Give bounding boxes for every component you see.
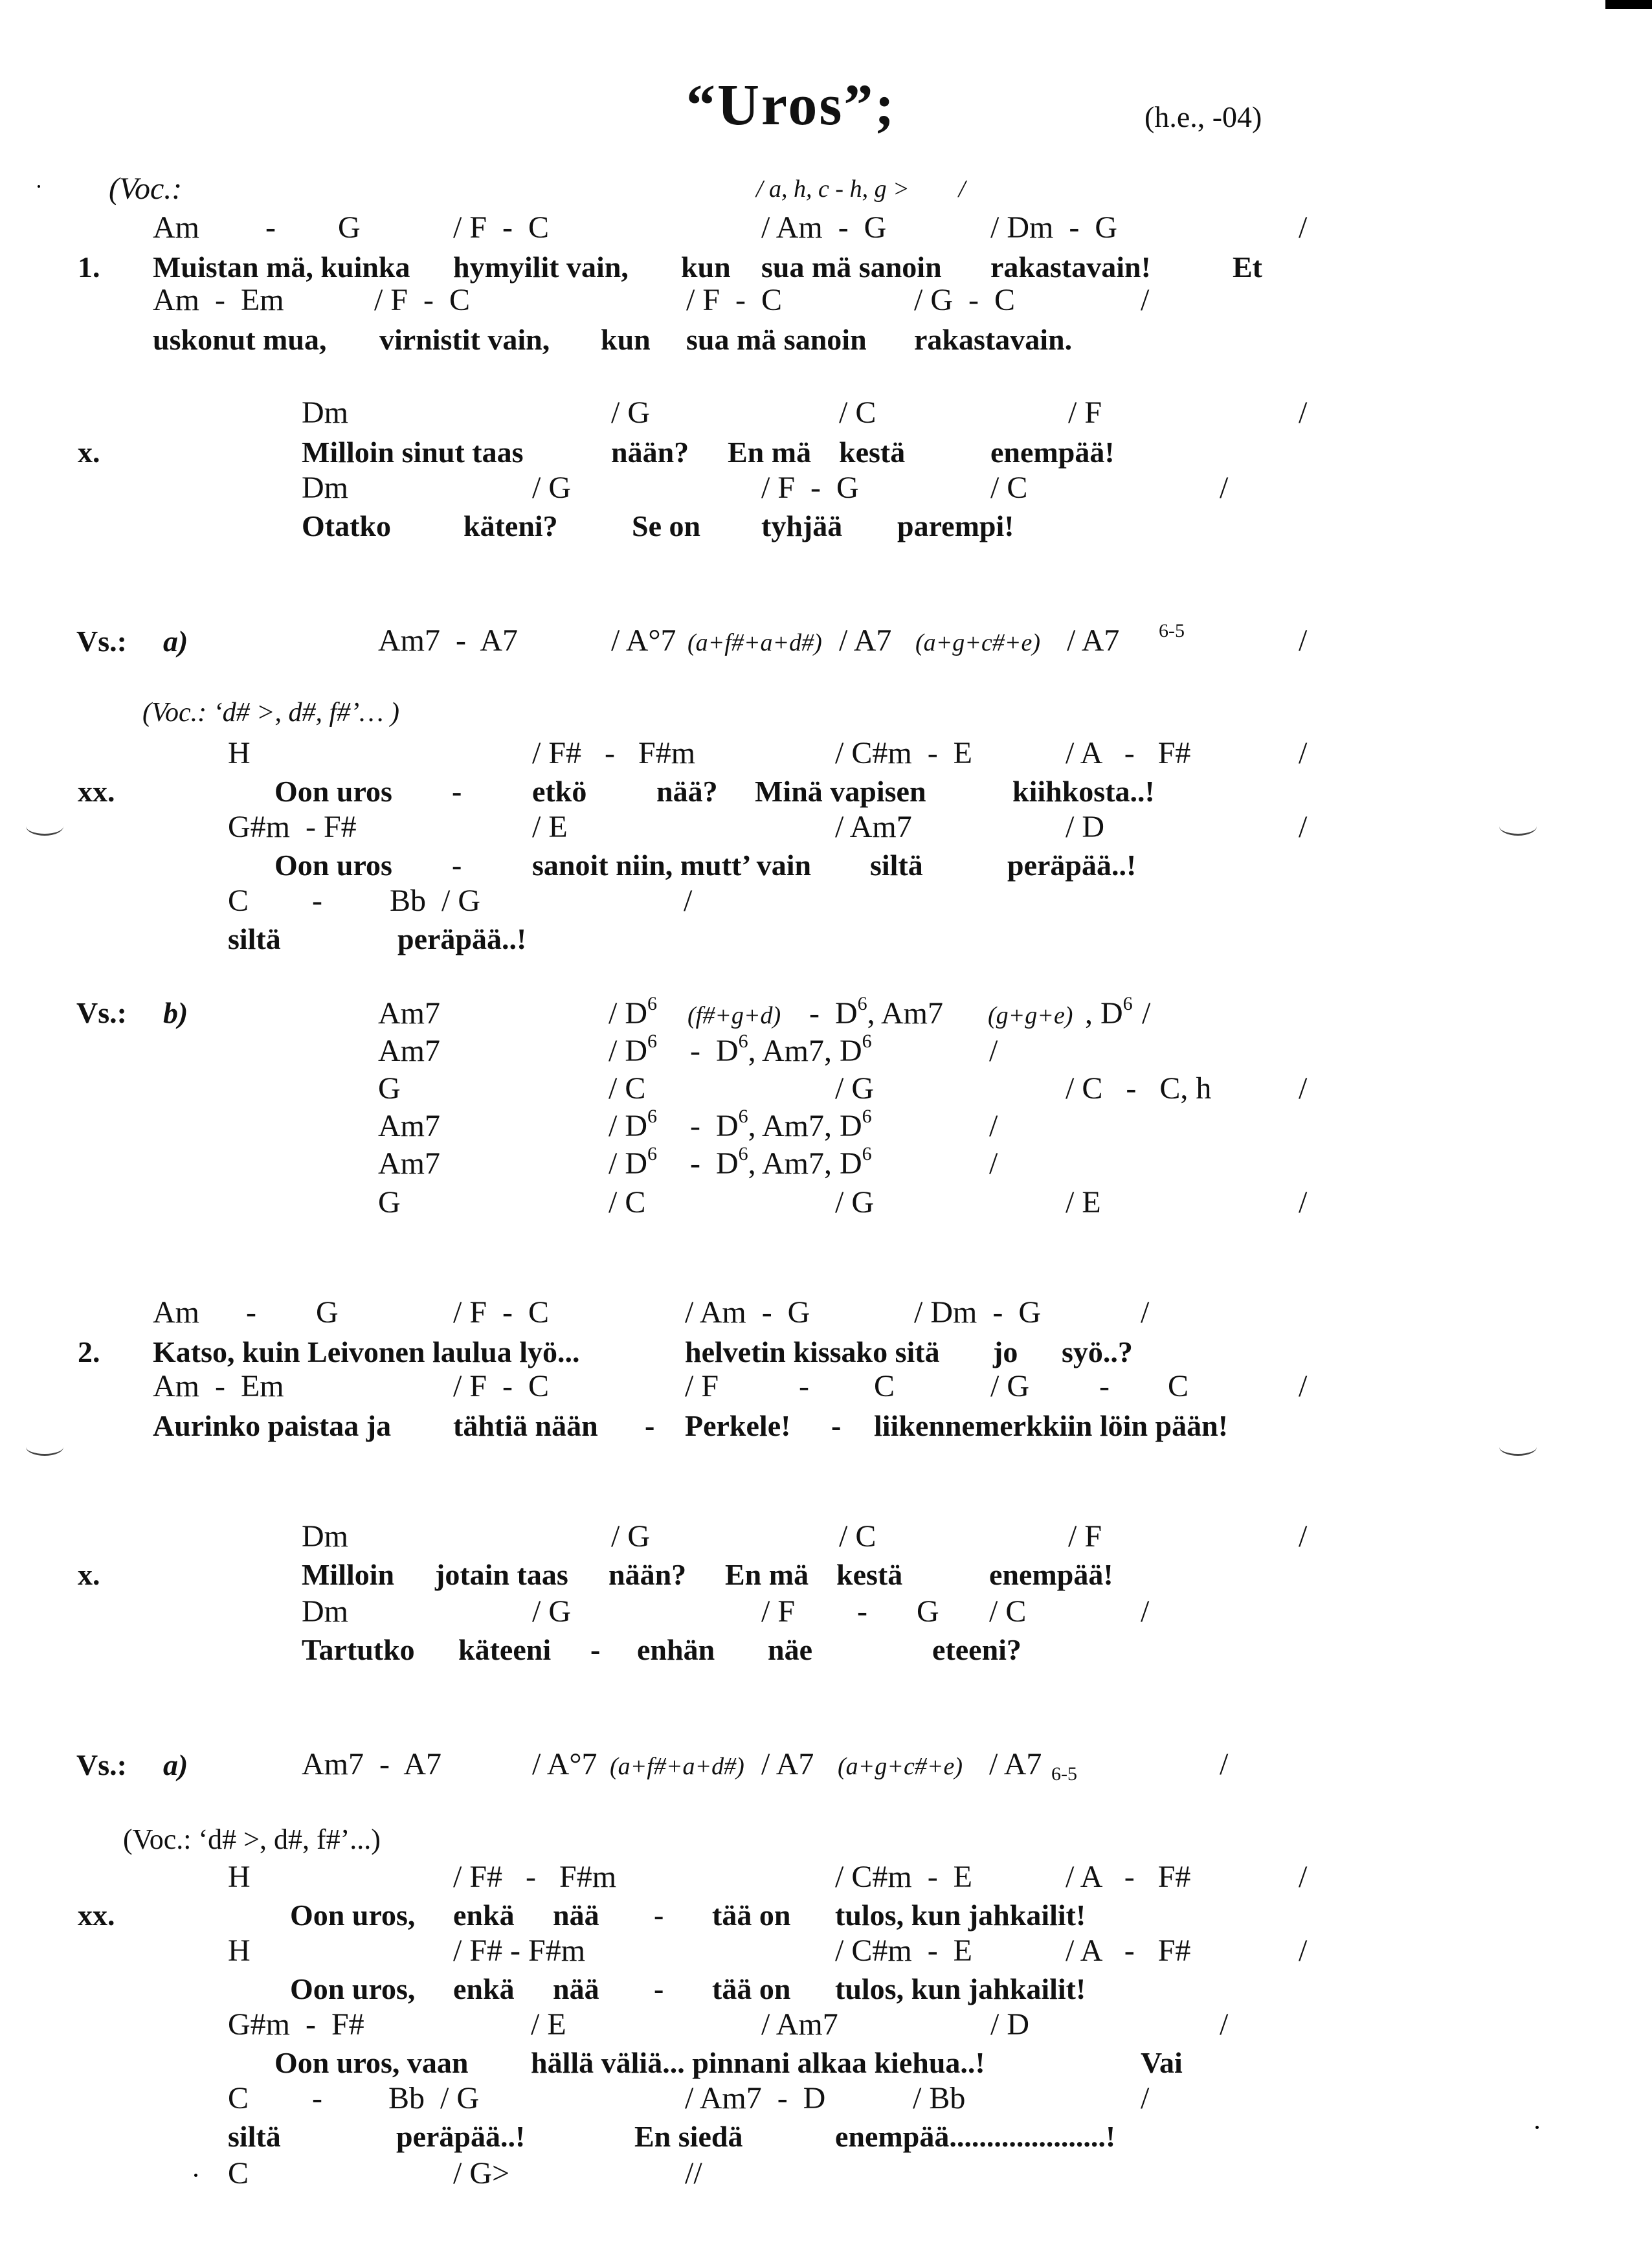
- chord: -: [799, 1369, 809, 1403]
- scan-speck: [38, 185, 40, 188]
- chord: / D: [990, 2007, 1029, 2042]
- chord: / Am - G: [685, 1295, 810, 1330]
- chord: H: [228, 1934, 251, 1968]
- lyric: tulos, kun jahkailit!: [835, 1972, 1086, 2005]
- section-label: Vs.:: [76, 1748, 127, 1781]
- chord: / A7: [1067, 623, 1120, 658]
- lyric: Se on: [632, 509, 701, 542]
- chord: /: [1299, 210, 1308, 245]
- lyric: En mä: [728, 436, 812, 469]
- chord-text: , Am7, D: [748, 1109, 862, 1143]
- chord: Am7: [378, 996, 440, 1031]
- lyric: hällä väliä... pinnani alkaa kiehua..!: [531, 2046, 985, 2079]
- chord: / A - F#: [1066, 736, 1191, 770]
- lyric: Milloin sinut taas: [302, 436, 524, 469]
- chord: / Am7 - D: [685, 2081, 826, 2115]
- chord: / F - C: [374, 283, 471, 317]
- chord: C: [1168, 1369, 1189, 1403]
- lyric: Oon uros,: [290, 1972, 416, 2005]
- verse-number: 1.: [78, 251, 100, 284]
- lyric: nää: [553, 1899, 599, 1932]
- chord: / C - C, h: [1066, 1071, 1212, 1106]
- lyric: En siedä: [634, 2120, 743, 2153]
- chord-superscript: 6-5: [1159, 620, 1185, 641]
- lyric: -: [590, 1633, 601, 1666]
- scan-speck: [1535, 2126, 1539, 2129]
- lyric: käteeni: [458, 1633, 552, 1666]
- chord: G: [378, 1071, 401, 1106]
- chord: / G: [611, 396, 650, 430]
- chord: -: [312, 884, 322, 918]
- chord: / A°7: [532, 1747, 597, 1781]
- lyric: Oon uros: [274, 849, 392, 882]
- lyric: -: [831, 1409, 842, 1442]
- chord: / C: [990, 471, 1028, 505]
- chord: C: [874, 1369, 895, 1403]
- chord: [608, 1143, 657, 1181]
- chord-superscript: 6: [738, 1031, 748, 1052]
- chord-superscript: 6: [738, 1143, 748, 1165]
- chord: / E: [531, 2007, 566, 2042]
- chord: / A7: [839, 623, 892, 658]
- chord: / C: [839, 396, 876, 430]
- lyric: nään?: [611, 436, 689, 469]
- chord: /: [1141, 1295, 1150, 1330]
- chord-note: (a+f#+a+d#): [610, 1753, 744, 1780]
- chord: / G: [835, 1071, 874, 1106]
- chord-text: - D: [690, 1109, 739, 1143]
- lyric: rakastavain.: [914, 323, 1073, 356]
- chord: G#m - F#: [228, 810, 357, 844]
- chord-note: (g+g+e): [988, 1002, 1073, 1029]
- chord: G: [917, 1594, 939, 1629]
- lyric: -: [654, 1899, 664, 1932]
- chord: /: [1220, 1747, 1229, 1781]
- chord: / C: [608, 1185, 646, 1220]
- chord: Am7: [378, 1034, 440, 1068]
- lyric: tähtiä nään: [453, 1409, 598, 1442]
- chord: /: [1299, 1860, 1308, 1894]
- chord: / C#m - E: [835, 736, 972, 770]
- lyric: nään?: [608, 1558, 687, 1591]
- chord: / F - C: [453, 210, 550, 245]
- lyric: enkä: [453, 1972, 515, 2005]
- lyric: kun: [681, 251, 731, 284]
- chord: G#m - F#: [228, 2007, 364, 2042]
- lyric: kiihkosta..!: [1012, 775, 1155, 808]
- lyric: peräpää..!: [396, 2120, 526, 2153]
- chord: /: [1141, 1594, 1150, 1629]
- chord-text: - D: [690, 1034, 739, 1068]
- chord: [608, 1031, 657, 1068]
- voc-label: (Voc.:: [109, 172, 183, 206]
- chord: / F# - F#m: [453, 1934, 586, 1968]
- chord: Dm: [302, 1519, 348, 1554]
- lyric: kun: [601, 323, 651, 356]
- chord-superscript: 6: [862, 1106, 872, 1127]
- chord: Am7 - A7: [302, 1747, 441, 1781]
- chord: /: [989, 1034, 998, 1068]
- chord-note: (a+f#+a+d#): [687, 629, 822, 656]
- chord: / Dm - G: [914, 1295, 1041, 1330]
- chord: /: [1299, 736, 1308, 770]
- chord: /: [1141, 283, 1150, 317]
- chord: H: [228, 736, 251, 770]
- section-sublabel: a): [163, 1748, 188, 1781]
- chord: / F - C: [686, 283, 783, 317]
- chord: G: [338, 210, 361, 245]
- lyric: liikennemerkkiin löin pään!: [874, 1409, 1229, 1442]
- chord: Dm: [302, 471, 348, 505]
- lyric: helvetin kissako sitä: [685, 1335, 940, 1368]
- chord: Dm: [302, 1594, 348, 1629]
- author-note: (h.e., -04): [1144, 100, 1262, 133]
- chord-text: , Am7: [867, 996, 944, 1031]
- lyric: enempää!: [989, 1558, 1113, 1591]
- scan-speck: [194, 2174, 197, 2177]
- lyric: parempi!: [897, 509, 1014, 542]
- lyric: rakastavain!: [990, 251, 1151, 284]
- section-label: xx.: [78, 1899, 115, 1932]
- lyric: Katso, kuin Leivonen laulua lyö...: [153, 1335, 580, 1368]
- lyric: virnistit vain,: [379, 323, 550, 356]
- chord-note: (a+g+c#+e): [838, 1753, 963, 1780]
- chord: [809, 993, 944, 1031]
- chord: G: [378, 1185, 401, 1220]
- chord: /: [1299, 1519, 1308, 1554]
- voc-label: (Voc.: ‘d# >, d#, f#’...): [123, 1823, 381, 1855]
- chord: /: [1299, 623, 1308, 658]
- chord: / A7: [761, 1747, 814, 1781]
- chord: / D: [1066, 810, 1104, 844]
- chord: / C: [608, 1071, 646, 1106]
- chord: H: [228, 1860, 251, 1894]
- chord: / G>: [453, 2156, 510, 2191]
- chord: / A7: [989, 1747, 1042, 1781]
- lyric: -: [654, 1972, 664, 2005]
- chord: -: [265, 210, 276, 245]
- chord: / F# - F#m: [453, 1860, 617, 1894]
- lyric: jotain taas: [435, 1558, 568, 1591]
- chord: / F: [761, 1594, 796, 1629]
- chord: / A°7: [611, 623, 676, 658]
- chord: / G: [990, 1369, 1029, 1403]
- chord-note: (a+g+c#+e): [915, 629, 1040, 656]
- lyric: käteni?: [463, 509, 558, 542]
- lyric: sua mä sanoin: [761, 251, 942, 284]
- chord-superscript: 6: [647, 1031, 657, 1052]
- chord-superscript: 6: [647, 1106, 657, 1127]
- lyric: Milloin: [302, 1558, 395, 1591]
- chord: C: [228, 2081, 249, 2115]
- chord-text: / D: [608, 1146, 647, 1181]
- section-sublabel: a): [163, 625, 188, 658]
- lyric: jo: [993, 1335, 1018, 1368]
- chord: / F - C: [453, 1369, 550, 1403]
- chord: Am: [153, 1295, 199, 1330]
- lyric: Et: [1233, 251, 1262, 284]
- section-label: x.: [78, 436, 100, 469]
- lyric: tää on: [712, 1899, 791, 1932]
- section-label: x.: [78, 1558, 100, 1591]
- chord: / E: [1066, 1185, 1101, 1220]
- chord: / C: [839, 1519, 876, 1554]
- chord: [608, 993, 657, 1031]
- lyric: sua mä sanoin: [686, 323, 867, 356]
- corner-mark: [1605, 0, 1652, 9]
- voc-note: / a, h, c - h, g > /: [756, 175, 966, 203]
- chord: -: [246, 1295, 256, 1330]
- chord: G: [316, 1295, 339, 1330]
- chord-superscript: 6: [647, 1143, 657, 1165]
- chord: //: [685, 2156, 702, 2191]
- chord-superscript: 6: [862, 1031, 872, 1052]
- chord: Dm: [302, 396, 348, 430]
- chord-text: , Am7, D: [748, 1146, 862, 1181]
- chord: -: [857, 1594, 867, 1629]
- chord: -: [1099, 1369, 1110, 1403]
- chord: / Am7: [761, 2007, 838, 2042]
- song-title: “Uros”;: [686, 73, 897, 137]
- chord: /: [1299, 1934, 1308, 1968]
- chord: / Dm - G: [990, 210, 1117, 245]
- chord-superscript: 6: [647, 993, 657, 1014]
- chord-text: / D: [608, 1109, 647, 1143]
- chord: / Am - G: [761, 210, 887, 245]
- chord: / F - G: [761, 471, 859, 505]
- repeat-arc-mark: [1499, 1438, 1537, 1456]
- lyric: Oon uros, vaan: [274, 2046, 469, 2079]
- lyric: enkä: [453, 1899, 515, 1932]
- chord: Am7: [378, 1146, 440, 1181]
- chord: /: [989, 1109, 998, 1143]
- lyric: En mä: [725, 1558, 809, 1591]
- lyric: nää: [553, 1972, 599, 2005]
- lyric: Vai: [1141, 2046, 1183, 2079]
- lyric: eteeni?: [932, 1633, 1021, 1666]
- chord-superscript: 6: [857, 993, 867, 1014]
- chord: [690, 1143, 872, 1181]
- lyric: Aurinko paistaa ja: [153, 1409, 392, 1442]
- chord-superscript: 6: [1122, 993, 1133, 1014]
- verse-number: 2.: [78, 1335, 100, 1368]
- lyric: siltä: [228, 922, 281, 955]
- chord-text: / D: [608, 996, 647, 1031]
- lyric: tyhjää: [761, 509, 843, 542]
- chord-text: - D: [809, 996, 858, 1031]
- chord: / A - F#: [1066, 1934, 1191, 1968]
- chord: / G: [835, 1185, 874, 1220]
- chord-text: , D: [1085, 996, 1123, 1031]
- lyric: hymyilit vain,: [453, 251, 629, 284]
- chord: [1085, 993, 1133, 1031]
- lyric: Muistan mä, kuinka: [153, 251, 410, 284]
- chord: Am7: [378, 1109, 440, 1143]
- chord: C: [228, 884, 249, 918]
- lyric: uskonut mua,: [153, 323, 327, 356]
- chord: / G - C: [914, 283, 1015, 317]
- chord: /: [1299, 810, 1308, 844]
- chord: / F# - F#m: [532, 736, 696, 770]
- chord-superscript: 6: [862, 1143, 872, 1165]
- lyric: Oon uros: [274, 775, 392, 808]
- chord: / F: [1068, 1519, 1102, 1554]
- lyric: kestä: [836, 1558, 903, 1591]
- section-label: Vs.:: [76, 625, 127, 658]
- lyric: siltä: [228, 2120, 281, 2153]
- section-label: xx.: [78, 775, 115, 808]
- chord: [690, 1106, 872, 1143]
- chord: Am - Em: [153, 1369, 284, 1403]
- lyric: enempää.....................!: [835, 2120, 1116, 2153]
- chord: Am: [153, 210, 199, 245]
- chord: C: [228, 2156, 249, 2191]
- chord: /: [1299, 1071, 1308, 1106]
- chord: -: [312, 2081, 322, 2115]
- chord: Am7 - A7: [378, 623, 518, 658]
- chord: /: [1220, 471, 1229, 505]
- chord: /: [1141, 2081, 1150, 2115]
- lyric: tää on: [712, 1972, 791, 2005]
- chord: / F - C: [453, 1295, 550, 1330]
- lyric: siltä: [870, 849, 923, 882]
- lyric: -: [452, 775, 462, 808]
- chord: Bb / G: [388, 2081, 480, 2115]
- chord: / C#m - E: [835, 1934, 972, 1968]
- chord: / C: [989, 1594, 1027, 1629]
- lyric: -: [452, 849, 462, 882]
- chord: /: [1299, 1185, 1308, 1220]
- section-sublabel: b): [163, 996, 188, 1029]
- chord: / Bb: [913, 2081, 966, 2115]
- lyric: -: [645, 1409, 655, 1442]
- lyric: sanoit niin, mutt’ vain: [532, 849, 812, 882]
- lyric: näe: [768, 1633, 812, 1666]
- chord: /: [1299, 1369, 1308, 1403]
- lyric: enempää!: [990, 436, 1115, 469]
- chord: [608, 1106, 657, 1143]
- chord: /: [684, 884, 693, 918]
- chord: / F: [685, 1369, 719, 1403]
- chord: / F: [1068, 396, 1102, 430]
- lyric: enhän: [637, 1633, 715, 1666]
- repeat-arc-mark: [26, 817, 63, 836]
- chord-superscript: 6-5: [1051, 1763, 1077, 1785]
- repeat-arc-mark: [1499, 817, 1537, 836]
- chord: / C#m - E: [835, 1860, 972, 1894]
- chord: / G: [532, 1594, 571, 1629]
- lyric: nää?: [656, 775, 718, 808]
- chord-text: , Am7, D: [748, 1034, 862, 1068]
- chord: /: [1142, 996, 1151, 1031]
- lyric: peräpää..!: [1007, 849, 1137, 882]
- lyric: etkö: [532, 775, 587, 808]
- chord: / G: [611, 1519, 650, 1554]
- chord: [690, 1031, 872, 1068]
- chord: /: [989, 1146, 998, 1181]
- chord: Bb / G: [390, 884, 481, 918]
- chord-superscript: 6: [738, 1106, 748, 1127]
- chord: Am - Em: [153, 283, 284, 317]
- lyric: peräpää..!: [397, 922, 527, 955]
- lyric: tulos, kun jahkailit!: [835, 1899, 1086, 1932]
- lyric: Tartutko: [302, 1633, 415, 1666]
- lyric: Oon uros,: [290, 1899, 416, 1932]
- chord-note: (f#+g+d): [687, 1002, 781, 1029]
- chord: /: [1299, 396, 1308, 430]
- chord: / G: [532, 471, 571, 505]
- voc-label: (Voc.: ‘d# >, d#, f#’… ): [142, 698, 399, 728]
- lyric: Otatko: [302, 509, 391, 542]
- repeat-arc-mark: [26, 1438, 63, 1456]
- lyric: kestä: [839, 436, 906, 469]
- chord-text: - D: [690, 1146, 739, 1181]
- chord-text: / D: [608, 1034, 647, 1068]
- lyric: Minä vapisen: [755, 775, 926, 808]
- section-label: Vs.:: [76, 996, 127, 1029]
- lyric: syö..?: [1062, 1335, 1133, 1368]
- chord: / A - F#: [1066, 1860, 1191, 1894]
- chord: / E: [532, 810, 568, 844]
- lyric: Perkele!: [685, 1409, 791, 1442]
- chord: /: [1220, 2007, 1229, 2042]
- chord: / Am7: [835, 810, 912, 844]
